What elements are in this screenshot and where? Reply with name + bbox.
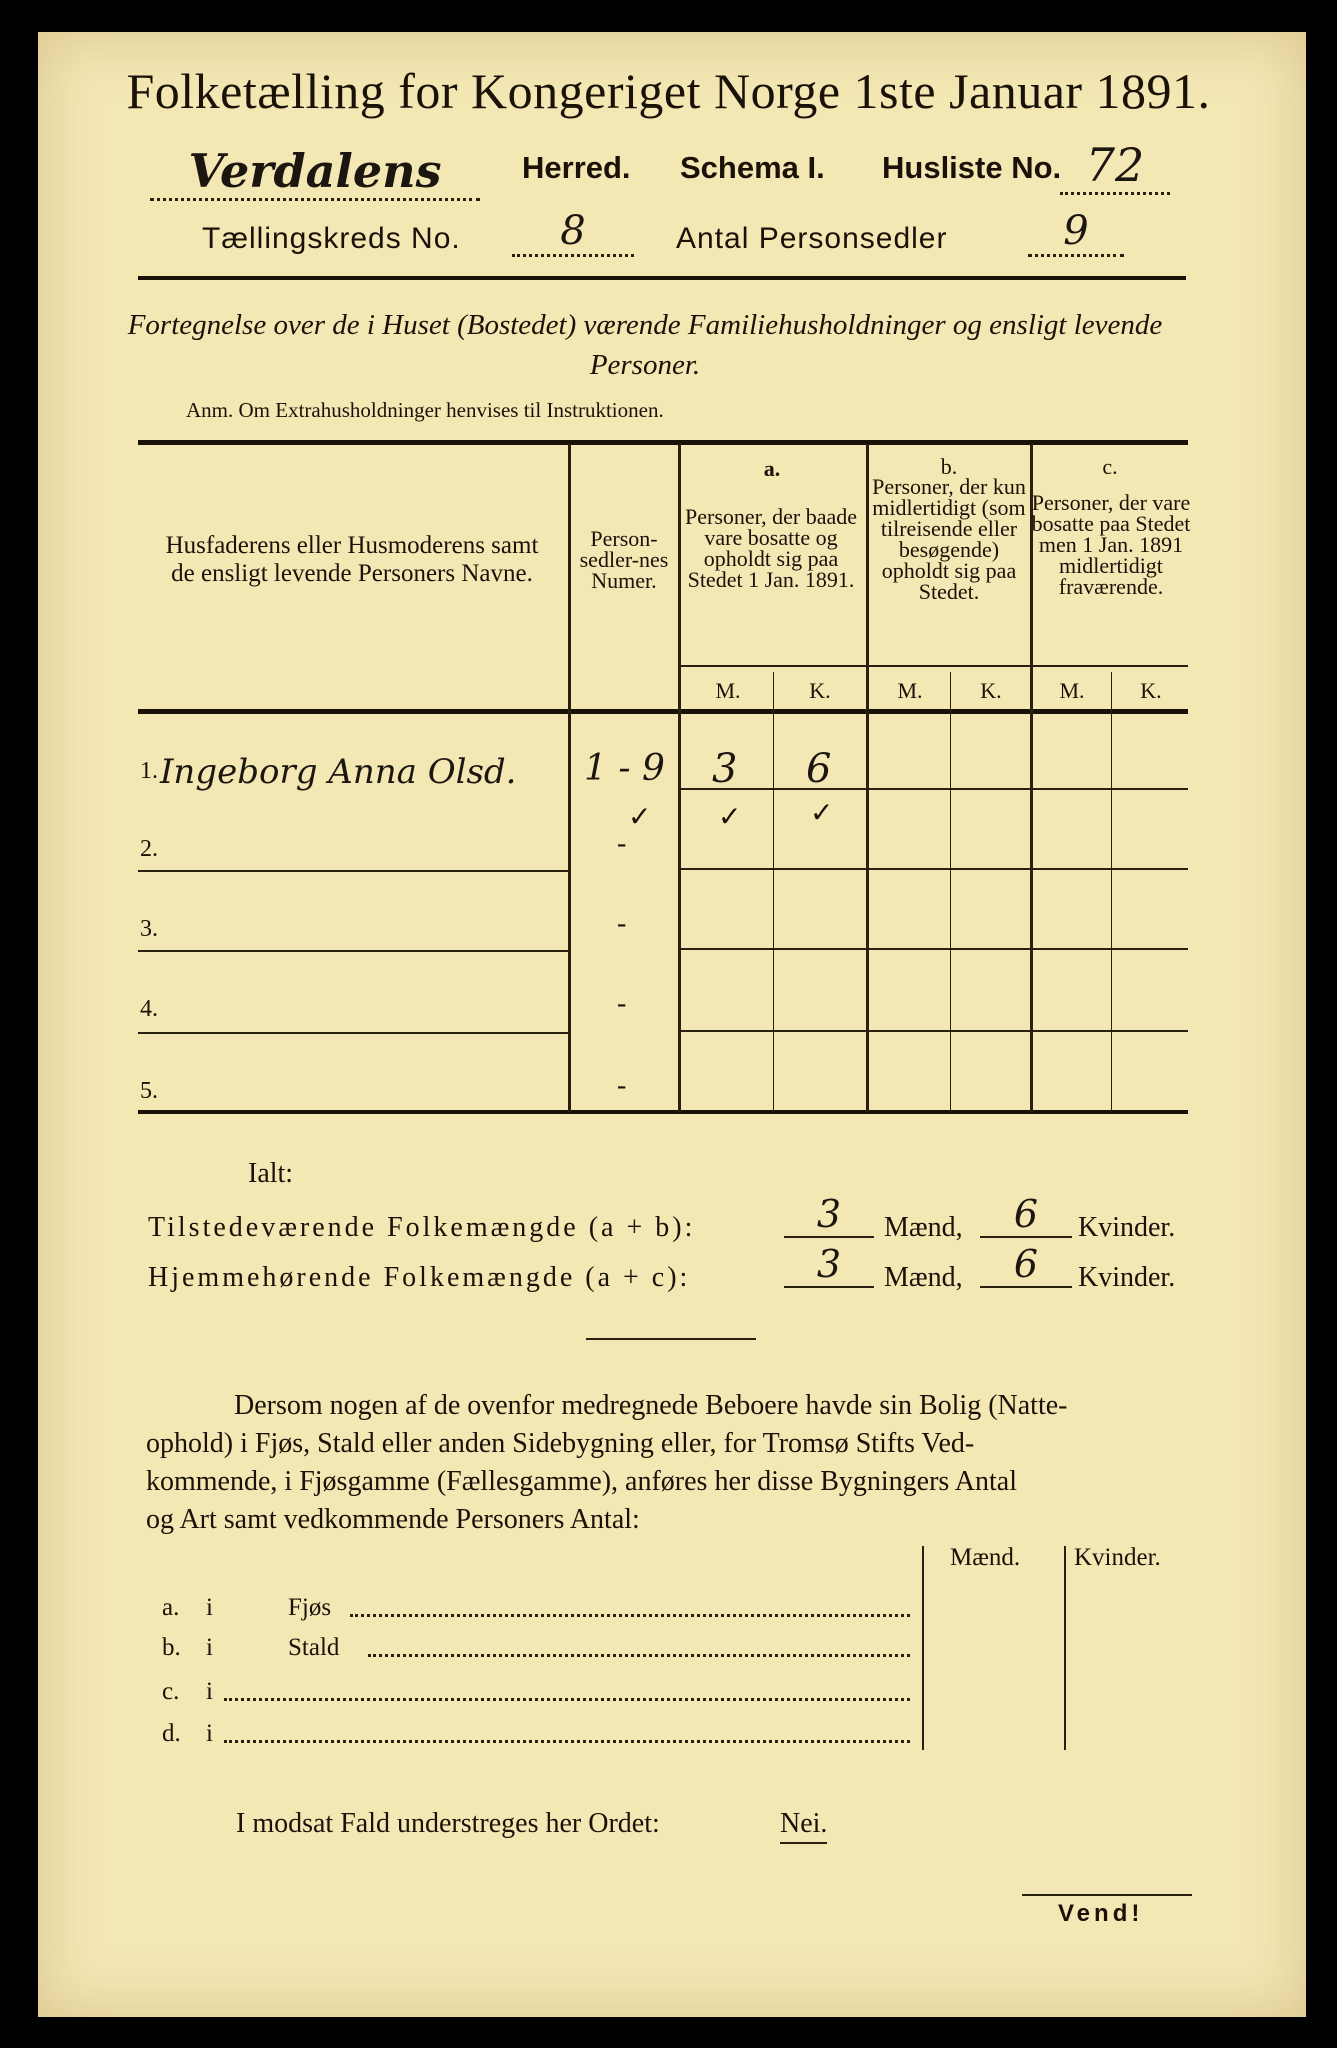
dot-leader (224, 1740, 910, 1743)
row-rule (680, 788, 1188, 790)
buildings-divider (922, 1546, 924, 1750)
check-mark: ✓ (718, 802, 742, 833)
col-a-k: K. (809, 678, 831, 703)
col-b-m: M. (897, 678, 923, 703)
row-number: 4. (140, 996, 158, 1022)
col-c-header: Personer, der vare bosatte paa Stedet men 1 Jan. 1891 midlertidigt fraværende. (1031, 490, 1191, 599)
herred-value: Verdalens (150, 144, 480, 201)
antal-label: Antal Personsedler (676, 222, 948, 255)
row-number: 3. (140, 916, 158, 942)
hjemme-maend: 3 (784, 1242, 874, 1288)
row-dash: - (617, 828, 627, 859)
row-a-k: 6 (806, 746, 832, 792)
col-a-letter: a. (763, 456, 781, 481)
mk-divider (773, 672, 774, 1112)
dot-leader (368, 1654, 910, 1657)
paragraph-line: Dersom nogen af de ovenfor medregnede Beboere havde sin Bolig (Natte- (234, 1390, 1068, 1421)
modsat-text: I modsat Fald understreges her Ordet: (236, 1808, 660, 1839)
check-mark: ✓ (810, 798, 834, 829)
building-i: i (206, 1634, 213, 1661)
col-name-header: Husfaderens eller Husmoderens samt de ensligt levende Personers Navne. (165, 532, 539, 587)
tilstede-kvinder: 6 (980, 1192, 1072, 1238)
maend-label: Mænd, (884, 1212, 963, 1243)
row-rule (680, 1030, 1188, 1032)
col-a-m: M. (715, 678, 741, 703)
separator (586, 1338, 756, 1340)
building-letter: c. (162, 1678, 180, 1705)
col-c-k: K. (1140, 678, 1162, 703)
row-rule (680, 948, 1188, 950)
herred-line (150, 144, 480, 207)
row-rule (138, 950, 568, 952)
kvinder-label: Kvinder. (1078, 1212, 1176, 1243)
row-dash: - (617, 908, 627, 939)
kreds-label: Tællingskreds No. (202, 222, 461, 255)
buildings-divider (1064, 1546, 1066, 1750)
husliste-value: 72 (1060, 138, 1170, 195)
dot-leader (224, 1698, 910, 1701)
paragraph-line: kommende, i Fjøsgamme (Fællesgamme), anføres her disse Bygningers Antal (146, 1466, 1017, 1497)
row-sedler: 1 - 9 (584, 748, 665, 789)
building-i: i (206, 1594, 213, 1621)
header-rule (138, 276, 1186, 280)
antal-value: 9 (1028, 208, 1124, 257)
annotation: Anm. Om Extrahusholdninger henvises til Instruktionen. (186, 398, 664, 422)
tilstede-label: Tilstedeværende Folkemængde (a + b): (148, 1212, 696, 1243)
hjemme-kvinder: 6 (980, 1242, 1072, 1288)
husliste-label: Husliste No. (882, 150, 1062, 185)
paragraph-line: og Art samt vedkommende Personers Antal: (146, 1504, 640, 1535)
vend-text: Vend! (1058, 1900, 1144, 1927)
row-rule (138, 1032, 568, 1034)
row-dash: - (617, 1070, 627, 1101)
col-b-header: Personer, der kun midlertidigt (som tilreisende eller besøgende) opholdt sig paa Stedet. (872, 474, 1026, 604)
schema-label: Schema I. (680, 150, 825, 185)
nei-word: Nei. (780, 1808, 827, 1844)
building-label: Fjøs (288, 1594, 332, 1621)
row-dash: - (617, 988, 627, 1019)
col-a-header: Personer, der baade vare bosatte og opholdt sig paa Stedet 1 Jan. 1891. (685, 504, 857, 592)
building-letter: b. (162, 1634, 181, 1661)
vend-rule (1022, 1894, 1192, 1896)
building-letter: a. (162, 1594, 180, 1621)
col-divider (568, 444, 571, 1112)
herred-label: Herred. (522, 150, 631, 185)
mk-divider (1111, 672, 1112, 1112)
mk-divider (950, 672, 951, 1112)
maend-head: Mænd. (950, 1544, 1021, 1571)
col-num-header: Person-sedler-nes Numer. (579, 526, 669, 593)
kvinder-head: Kvinder. (1074, 1544, 1161, 1571)
building-i: i (206, 1720, 213, 1747)
dot-leader (350, 1614, 910, 1617)
row-name: Ingeborg Anna Olsd. (160, 752, 517, 792)
subtitle: Fortegnelse over de i Huset (Bostedet) værende Familiehusholdninger og ensligt levende Personer. (127, 309, 1163, 381)
col-c-m: M. (1059, 678, 1085, 703)
col-b-k: K. (980, 678, 1002, 703)
tilstede-maend: 3 (784, 1192, 874, 1238)
row-number: 1. (140, 758, 158, 784)
mk-rule (680, 665, 1188, 667)
col-b-letter: b. (940, 454, 958, 479)
building-i: i (206, 1678, 213, 1705)
row-a-m: 3 (712, 746, 738, 792)
paragraph-line: ophold) i Fjøs, Stald eller anden Sidebygning eller, for Tromsø Stifts Ved- (146, 1428, 975, 1459)
building-label: Stald (288, 1634, 340, 1661)
row-number: 5. (140, 1078, 158, 1104)
row-rule (680, 868, 1188, 870)
row-rule (138, 870, 568, 872)
form-title: Folketælling for Kongeriget Norge 1ste Januar 1891. (126, 63, 1211, 119)
building-letter: d. (162, 1720, 181, 1747)
hjemme-label: Hjemmehørende Folkemængde (a + c): (148, 1262, 691, 1293)
row-number: 2. (140, 836, 158, 862)
kvinder-label: Kvinder. (1078, 1262, 1176, 1293)
col-c-letter: c. (1102, 454, 1118, 479)
check-mark: ✓ (628, 802, 652, 833)
maend-label: Mænd, (884, 1262, 963, 1293)
kreds-value: 8 (512, 208, 634, 257)
ialt-label: Ialt: (248, 1158, 294, 1189)
